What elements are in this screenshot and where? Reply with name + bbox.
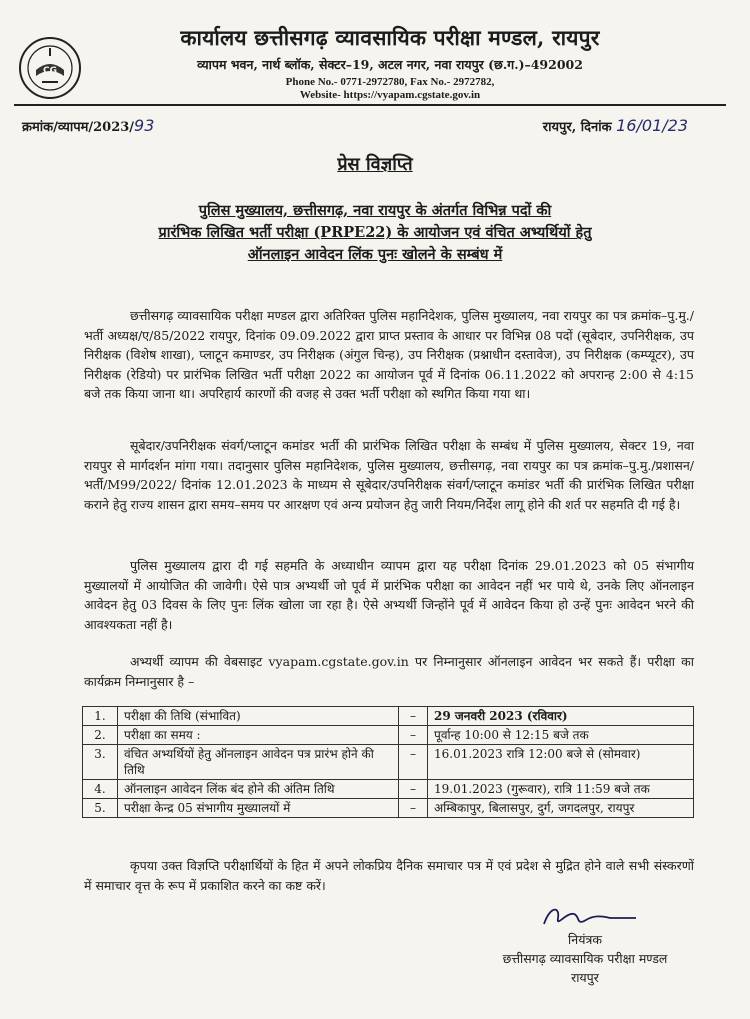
closing-paragraph: कृपया उक्त विज्ञप्ति परीक्षार्थियों के हित में अपने लोकप्रिय दैनिक समाचार पत्र में एवं प्रदेश से मुद्रित होने वाले सभी संस्करणों में समाचार वृत्त के रूप में प्रकाशित करने का कष्ट करें। <box>84 858 694 893</box>
subject-line: ऑनलाइन आवेदन लिंक पुनः खोलने के सम्बंध में <box>247 246 503 263</box>
paragraph-3: पुलिस मुख्यालय द्वारा दी गई सहमति के अध्याधीन व्यापम द्वारा यह परीक्षा दिनांक 29.01.2023 को 05 संभागीय मुख्यालयों में आयोजित की जावेगी। ऐसे पात्र अभ्यर्थी जो पूर्व में प्रारंभिक परीक्षा का आवेदन नहीं भर पाये थे, उनके लिए ऑनलाइन आवेदन हेतु 03 दिवस के लिए पुनः लिंक खोला जा रहा है। ऐसे अभ्यर्थी जिन्होंने पूर्व में आवेदन किया हो उन्हें पुनः आवेदन भरने की आवश्यकता नहीं है। <box>84 558 694 632</box>
table-row: 2. परीक्षा का समय : – पूर्वान्ह 10:00 से 12:15 बजे तक <box>83 726 694 745</box>
exam-schedule-table <box>82 706 694 818</box>
table-row: 1. परीक्षा की तिथि (संभावित) – 29 जनवरी 2023 (रविवार) <box>83 707 694 726</box>
handwritten-number: 93 <box>134 116 155 135</box>
table-row: 3. वंचित अभ्यर्थियों हेतु ऑनलाइन आवेदन पत्र प्रारंभ होने की तिथि – 16.01.2023 रात्रि 12:00 बजे से (सोमवार) <box>83 745 694 780</box>
letterhead <box>90 24 690 101</box>
reference-number: क्रमांक/व्यापम/2023/93 <box>22 116 155 135</box>
org-website: Website- https://vyapam.cgstate.gov.in <box>299 89 481 101</box>
signature-block <box>470 930 700 987</box>
svg-text:CG: CG <box>43 66 57 76</box>
signatory-org: छत्तीसगढ़ व्यावसायिक परीक्षा मण्डल <box>502 951 668 966</box>
paragraph-2: सूबेदार/उपनिरीक्षक संवर्ग/प्लाटून कमांडर भर्ती की प्रारंभिक लिखित परीक्षा के सम्बंध में पुलिस मुख्यालय, सेक्टर 19, नवा रायपुर से मार्गदर्शन मांगा गया। तदानुसार पुलिस महानिदेशक, पुलिस मुख्यालय, छत्तीसगढ़, नवा रायपुर का पत्र क्रमांक–पु.मु./प्रशासन/भर्ती/M99/2022/ दिनांक 12.01.2023 के माध्यम से सूबेदार/उपनिरीक्षक संवर्ग/प्लाटून कमांडर भर्ती की प्रारंभिक लिखित परीक्षा कराने हेतु राज्य शासन द्वारा समय–समय पर आरक्षण एवं अन्य प्रयोजन हेतु जारी नियम/निर्देश लागू होने की शर्त पर सहमति दी गई है। <box>84 438 694 512</box>
table-row: 4. ऑनलाइन आवेदन लिंक बंद होने की अंतिम तिथि – 19.01.2023 (गुरूवार), रात्रि 11:59 बजे तक <box>83 780 694 799</box>
handwritten-date: 16/01/23 <box>616 116 688 135</box>
org-address: व्यापम भवन, नार्थ ब्लॉक, सेक्टर–19, अटल नगर, नवा रायपुर (छ.ग.)–492002 <box>197 57 583 72</box>
paragraph-1: छत्तीसगढ़ व्यावसायिक परीक्षा मण्डल द्वारा अतिरिक्त पुलिस महानिदेशक, पुलिस मुख्यालय, नवा रायपुर का पत्र क्रमांक–पु.मु./भर्ती अध्यक्ष/ए/85/2022 रायपुर, दिनांक 09.09.2022 द्वारा प्राप्त प्रस्ताव के आधार पर विभिन्न 08 पदों (सूबेदार, उपनिरीक्षक, उप निरीक्षक (विशेष शाखा), प्लाटून कमाण्डर, उप निरीक्षक (अंगुल चिन्ह), उप निरीक्षक (प्रश्नाधीन दस्तावेज), उप निरीक्षक (कम्प्यूटर), उप निरीक्षक (रेडियो) पर प्रारंभिक लिखित भर्ती परीक्षा 2022 का आयोजन पूर्व में दिनांक 06.11.2022 को अपरान्ह 2:00 से 4:15 बजे तक किया जाना था। अपरिहार्य कारणों की वजह से उक्त भर्ती परीक्षा को स्थगित किया गया था। <box>84 308 694 401</box>
page-title: प्रेस विज्ञप्ति <box>337 154 413 175</box>
org-name: कार्यालय छत्तीसगढ़ व्यावसायिक परीक्षा मण्डल, रायपुर <box>180 25 600 50</box>
reference-date: रायपुर, दिनांक 16/01/23 <box>542 116 688 135</box>
subject-line: प्रारंभिक लिखित भर्ती परीक्षा (PRPE22) के आयोजन एवं वंचित अभ्यर्थियों हेतु <box>158 224 592 241</box>
header-divider <box>14 104 726 106</box>
table-row: 5. परीक्षा केन्द्र 05 संभागीय मुख्यालयों में – अम्बिकापुर, बिलासपुर, दुर्ग, जगदलपुर, रायपुर <box>83 799 694 818</box>
paragraph-4: अभ्यर्थी व्यापम की वेबसाइट vyapam.cgstate.gov.in पर निम्नानुसार ऑनलाइन आवेदन भर सकते हैं। परीक्षा का कार्यक्रम निम्नानुसार है – <box>84 654 694 689</box>
org-phone-fax: Phone No.- 0771-2972780, Fax No.- 2972782, <box>285 76 495 88</box>
vyapam-emblem-icon <box>18 36 82 100</box>
subject-line: पुलिस मुख्यालय, छत्तीसगढ़, नवा रायपुर के अंतर्गत विभिन्न पदों की <box>198 202 552 219</box>
subject-block <box>90 200 660 266</box>
signatory-designation: नियंत्रक <box>568 932 602 947</box>
signature-mark <box>536 902 646 932</box>
signatory-place: रायपुर <box>571 970 599 985</box>
